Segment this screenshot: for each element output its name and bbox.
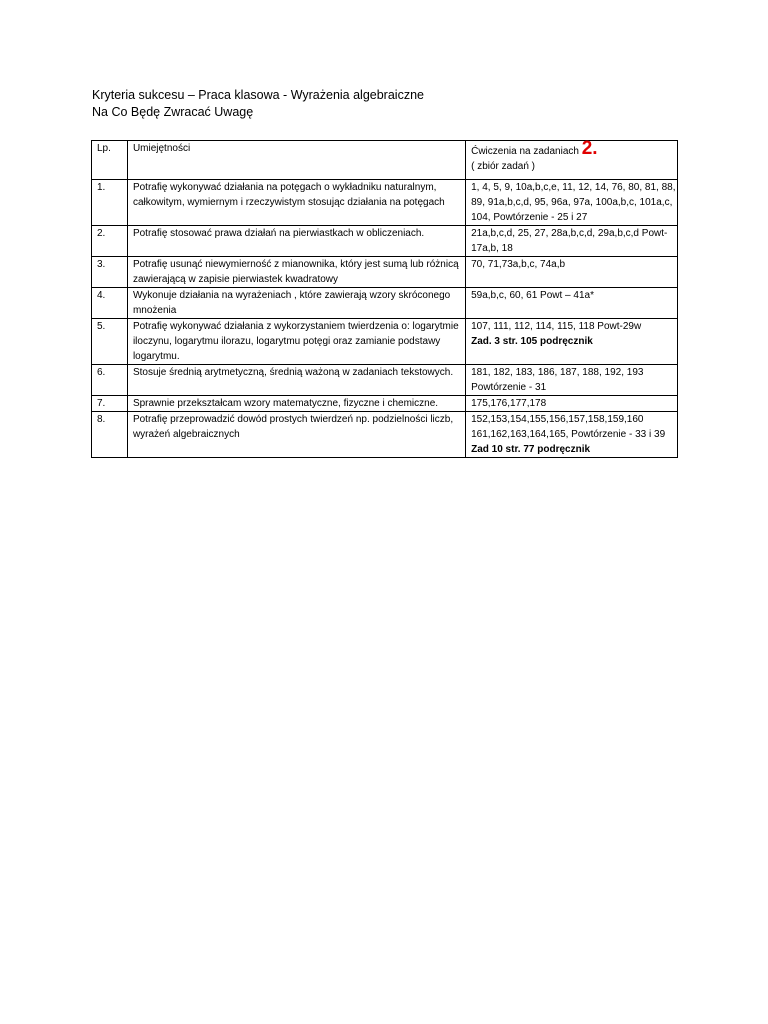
skill-description: Potrafię wykonywać działania z wykorzystaniem twierdzenia o: logarytmie iloczynu, logarytmu ilorazu, logarytmu potęgi oraz zamianie podstawy logarytmu. [127,319,465,365]
column-header-exercises [466,138,678,180]
exercises-cell [466,257,678,288]
row-number: 3. [92,257,128,288]
exercises-header-sub: ( zbiór zadań ) [471,161,536,172]
row-number: 6. [92,365,128,396]
exercises-cell [466,319,678,365]
exercises-list: 152,153,154,155,156,157,158,159,160 161,162,163,164,165, Powtórzenie - 33 i 39 [471,414,666,440]
row-number: 5. [92,319,128,365]
exercises-header-label: Ćwiczenia na zadaniach [471,146,579,157]
exercises-list: 107, 111, 112, 114, 115, 118 Powt-29w [471,321,642,332]
exercises-list: 175,176,177,178 [471,398,547,409]
row-number: 7. [92,396,128,412]
table-row [92,288,678,319]
exercises-collection-number: 2. [581,138,598,159]
exercises-list: 70, 71,73a,b,c, 74a,b [471,259,566,270]
exercises-cell [466,412,678,458]
row-number: 8. [92,412,128,458]
exercises-cell [466,226,678,257]
column-header-lp: Lp. [92,141,128,180]
exercises-cell [466,180,678,226]
textbook-task-note: Zad 10 str. 77 podręcznik [471,444,591,455]
row-number: 1. [92,180,128,226]
document-header [92,87,424,121]
exercises-list: 59a,b,c, 60, 61 Powt – 41a* [471,290,594,301]
row-number: 4. [92,288,128,319]
document-subtitle: Na Co Będę Zwracać Uwagę [92,105,254,119]
column-header-skills: Umiejętności [127,141,465,180]
skill-description: Stosuje średnią arytmetyczną, średnią ważoną w zadaniach tekstowych. [127,365,465,396]
table-row [92,319,678,365]
row-number: 2. [92,226,128,257]
table-row [92,412,678,458]
exercises-list: 181, 182, 183, 186, 187, 188, 192, 193 Powtórzenie - 31 [471,367,644,393]
table-body [92,180,678,458]
skill-description: Potrafię przeprowadzić dowód prostych twierdzeń np. podzielności liczb, wyrażeń algebraicznych [127,412,465,458]
document-title: Kryteria sukcesu – Praca klasowa - Wyrażenia algebraiczne [92,88,424,102]
skill-description: Wykonuje działania na wyrażeniach , które zawierają wzory skróconego mnożenia [127,288,465,319]
table-header-row [92,141,678,180]
exercises-cell [466,396,678,412]
table-row [92,396,678,412]
skill-description: Potrafię wykonywać działania na potęgach o wykładniku naturalnym, całkowitym, wymiernym i rzeczywistym stosując działania na potęgach [127,180,465,226]
skill-description: Potrafię stosować prawa działań na pierwiastkach w obliczeniach. [127,226,465,257]
table-row [92,257,678,288]
exercises-cell [466,365,678,396]
table-row [92,365,678,396]
exercises-cell [466,288,678,319]
skill-description: Potrafię usunąć niewymierność z mianownika, który jest sumą lub różnicą zawierającą w zapisie pierwiastek kwadratowy [127,257,465,288]
table-row [92,226,678,257]
exercises-list: 21a,b,c,d, 25, 27, 28a,b,c,d, 29a,b,c,d Powt-17a,b, 18 [471,228,668,254]
table-row [92,180,678,226]
textbook-task-note: Zad. 3 str. 105 podręcznik [471,336,593,347]
skill-description: Sprawnie przekształcam wzory matematyczne, fizyczne i chemiczne. [127,396,465,412]
success-criteria-table [91,140,678,458]
exercises-list: 1, 4, 5, 9, 10a,b,c,e, 11, 12, 14, 76, 80, 81, 88, 89, 91a,b,c,d, 95, 96a, 97a, 100a,b,c, 101a,c, 104, Powtórzenie - 25 i 27 [471,182,676,223]
